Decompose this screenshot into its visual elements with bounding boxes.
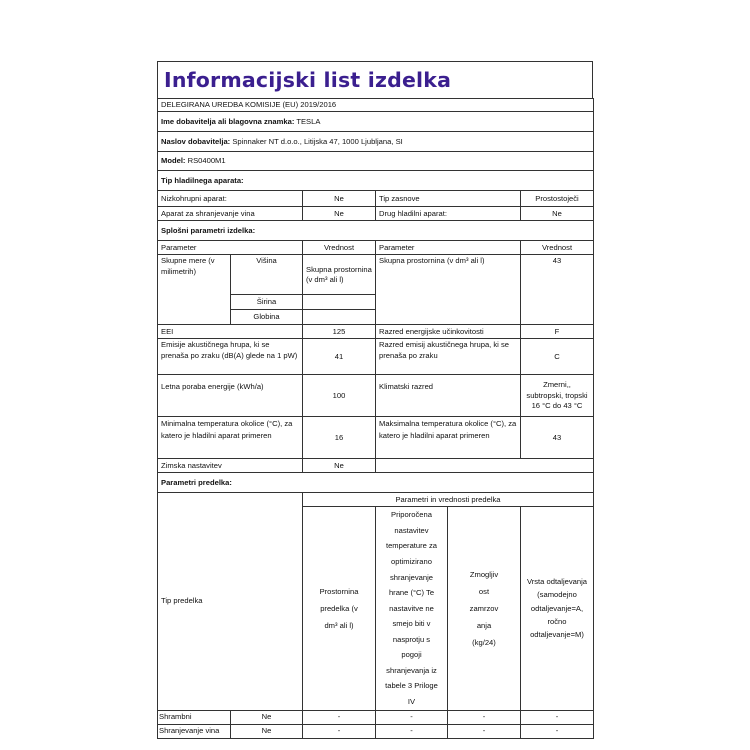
other-appliance-label: Drug hladilni aparat: — [376, 207, 521, 221]
compartment-temp-header: Priporočena nastavitev temperature za optimizirano shranjevanje hrane (°C) Te nastavitve ne smejo biti v nasprotju s pogoji shranjevanja iz tabele 3 Priloge IV — [376, 507, 448, 710]
height-label: Višina — [231, 255, 303, 295]
compartment-freeze: - — [448, 710, 521, 724]
total-volume-value: 43 — [521, 255, 594, 325]
total-volume-label: Skupna prostornina (v dm³ ali l) — [376, 255, 521, 325]
min-temp-value: 16 — [303, 417, 376, 459]
max-temp-label: Maksimalna temperatura okolice (°C), za katero je hladilni aparat primeren — [376, 417, 521, 459]
dimensions-label: Skupne mere (v milimetrih) — [158, 255, 231, 325]
compartment-name: Shranjevanje vina — [158, 724, 231, 738]
value-header-left: Vrednost — [303, 241, 376, 255]
page-title: Informacijski list izdelka — [164, 68, 452, 92]
winter-setting-blank — [376, 459, 594, 473]
energy-class-label: Razred energijske učinkovitosti — [376, 325, 521, 339]
annual-energy-value: 100 — [303, 375, 376, 417]
compartments-heading: Parametri predelka: — [158, 473, 594, 493]
low-noise-label: Nizkohrupni aparat: — [158, 191, 303, 207]
compartment-present: Ne — [231, 710, 303, 724]
product-information-sheet — [157, 61, 593, 739]
design-type-value: Prostostoječi — [521, 191, 594, 207]
value-header-right: Vrednost — [521, 241, 594, 255]
compartment-temp: - — [376, 724, 448, 738]
supplier-name-row — [158, 112, 594, 132]
eei-label: EEI — [158, 325, 303, 339]
general-heading: Splošni parametri izdelka: — [158, 221, 594, 241]
climate-class-value: Zmerni,, subtropski, tropski 16 °C do 43 °C — [521, 375, 594, 417]
compartment-defrost: - — [521, 710, 594, 724]
appliance-type-heading: Tip hladilnega aparata: — [158, 171, 594, 191]
compartment-params-header: Parametri in vrednosti predelka — [303, 493, 594, 507]
eei-value: 125 — [303, 325, 376, 339]
compartment-freeze-header: Zmogljiv ost zamrzov anja (kg/24) — [448, 507, 521, 710]
model-label: Model: — [161, 156, 186, 166]
table-row — [158, 724, 594, 738]
min-temp-label: Minimalna temperatura okolice (°C), za katero je hladilni aparat primeren — [158, 417, 303, 459]
wine-storage-label: Aparat za shranjevanje vina — [158, 207, 303, 221]
param-header-right: Parameter — [376, 241, 521, 255]
annual-energy-label: Letna poraba energije (kWh/a) — [158, 375, 303, 417]
table-row — [158, 710, 594, 724]
other-appliance-value: Ne — [521, 207, 594, 221]
winter-setting-value: Ne — [303, 459, 376, 473]
noise-class-label: Razred emisij akustičnega hrupa, ki se prenaša po zraku — [376, 339, 521, 375]
compartment-volume: - — [303, 724, 376, 738]
compartment-freeze: - — [448, 724, 521, 738]
info-table — [157, 98, 594, 739]
wine-storage-value: Ne — [303, 207, 376, 221]
supplier-address-label: Naslov dobavitelja: — [161, 136, 231, 146]
depth-value — [303, 310, 376, 325]
supplier-name-value: TESLA — [296, 116, 321, 126]
depth-label: Globina — [231, 310, 303, 325]
energy-class-value: F — [521, 325, 594, 339]
compartment-temp: - — [376, 710, 448, 724]
climate-class-label: Klimatski razred — [376, 375, 521, 417]
noise-value: 41 — [303, 339, 376, 375]
compartment-volume-header: Prostornina predelka (v dm³ ali l) — [303, 507, 376, 710]
compartment-present: Ne — [231, 724, 303, 738]
supplier-name-label: Ime dobavitelja ali blagovna znamka: — [161, 116, 295, 126]
width-value — [303, 295, 376, 310]
model-row — [158, 152, 594, 171]
compartment-defrost: - — [521, 724, 594, 738]
compartment-type-label: Tip predelka — [158, 493, 303, 710]
compartment-volume: - — [303, 710, 376, 724]
design-type-label: Tip zasnove — [376, 191, 521, 207]
noise-class-value: C — [521, 339, 594, 375]
compartment-defrost-header: Vrsta odtaljevanja (samodejno odtaljevanje=A, ročno odtaljevanje=M) — [521, 507, 594, 710]
width-label: Širina — [231, 295, 303, 310]
winter-setting-label: Zimska nastavitev — [158, 459, 303, 473]
noise-label: Emisije akustičnega hrupa, ki se prenaša po zraku (dB(A) glede na 1 pW) — [158, 339, 303, 375]
supplier-address-row — [158, 132, 594, 152]
title-box — [157, 61, 593, 98]
dimensions-value: Skupna prostornina (v dm³ ali l) — [303, 255, 376, 295]
model-value: RS0400M1 — [187, 156, 226, 166]
compartment-name: Shrambni — [158, 710, 231, 724]
supplier-address-value: Spinnaker NT d.o.o., Litijska 47, 1000 Ljubljana, SI — [232, 136, 403, 146]
low-noise-value: Ne — [303, 191, 376, 207]
regulation-row: DELEGIRANA UREDBA KOMISIJE (EU) 2019/2016 — [158, 99, 594, 112]
max-temp-value: 43 — [521, 417, 594, 459]
param-header-left: Parameter — [158, 241, 303, 255]
